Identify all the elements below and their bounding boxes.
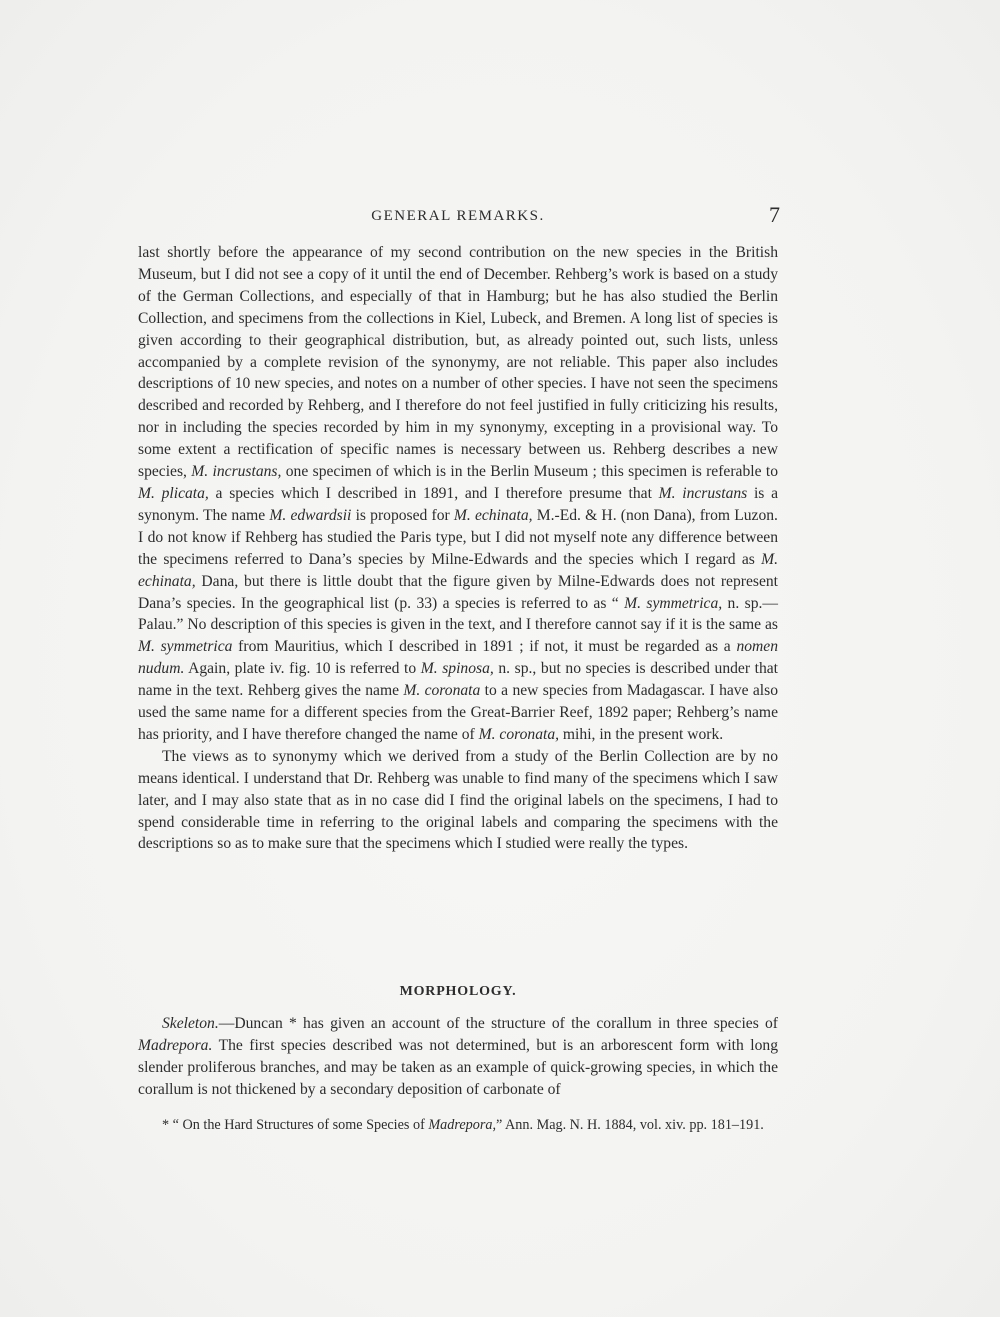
paragraph-rehberg: last shortly before the appearance of my second contribution on the new species in the British Museum, but I did not see a copy of it until the end of December. Rehberg’s work is based on a study of the German Collections, and especially of that in Hamburg; but he has also studied the Berlin Collection, and specimens from the collections in Kiel, Lubeck, and Bremen. A long list of species is given according to their geographical distribution, but, as already pointed out, such lists, unless accompanied by a complete revision of the synonymy, are not reliable. This paper also includes descriptions of 10 new species, and notes on a number of other species. I have not seen the specimens described and recorded by Rehberg, and I therefore do not feel justified in fully criticizing his results, nor in including the species recorded by him in my synonymy, excepting in a provisional way. To some extent a rectification of specific names is necessary between us. Rehberg describes a new species, M. incrustans, one specimen of which is in the Berlin Museum ; this specimen is referable to M. plicata, a species which I described in 1891, and I therefore presume that M. incrustans is a synonym. The name M. edwardsii is proposed for M. echinata, M.-Ed. & H. (non Dana), from Luzon. I do not know if Rehberg has studied the Paris type, but I did not myself note any difference between the specimens referred to Dana’s species by Milne-Edwards and the species which I regard as M. echinata, Dana, but there is little doubt that the figure given by Milne-Edwards does not represent Dana’s species. In the geographical list (p. 33) a species is referred to as “ M. symmetrica, n. sp.—Palau.” No description of this species is given in the text, and I therefore cannot say if it is the same as M. symmetrica from Mauritius, which I described in 1891 ; if not, it must be regarded as a nomen nudum. Again, plate iv. fig. 10 is referred to M. spinosa, n. sp., but no species is described under that name in the text. Rehberg gives the name M. coronata to a new species from Madagascar. I have also used the same name for a different species from the Great-Barrier Reef, 1892 paper; Rehberg’s name has priority, and I have therefore changed the name of M. coronata, mihi, in the present work. [138,244,779,743]
running-head [138,202,780,230]
body-text [138,242,778,855]
section-text [138,1013,778,1101]
section-heading: MORPHOLOGY. [399,984,517,999]
paragraph-synonymy: The views as to synonymy which we derived from a study of the Berlin Collection are by no means identical. I understand that Dr. Rehberg was unable to find many of the specimens which I saw later, and I may also state that as in no case did I find the original labels on the specimens, I had to spend considerable time in referring to the original labels and comparing the specimens with the descriptions so as to make sure that the specimens which I studied were really the types. [138,747,778,853]
footnote: * “ On the Hard Structures of some Species of Madrepora,” Ann. Mag. N. H. 1884, vol. xiv. pp. 181–191. [162,1117,764,1133]
paragraph-skeleton: Skeleton.—Duncan * has given an account of the structure of the corallum in three species of Madrepora. The first species described was not determined, but is an arborescent form with long slender proliferous branches, and may be taken as an example of quick-growing species, in which the corallum is not thickened by a secondary deposition of carbonate of [138,1015,778,1098]
running-title: GENERAL REMARKS. [371,208,545,224]
page-number: 7 [769,202,780,227]
